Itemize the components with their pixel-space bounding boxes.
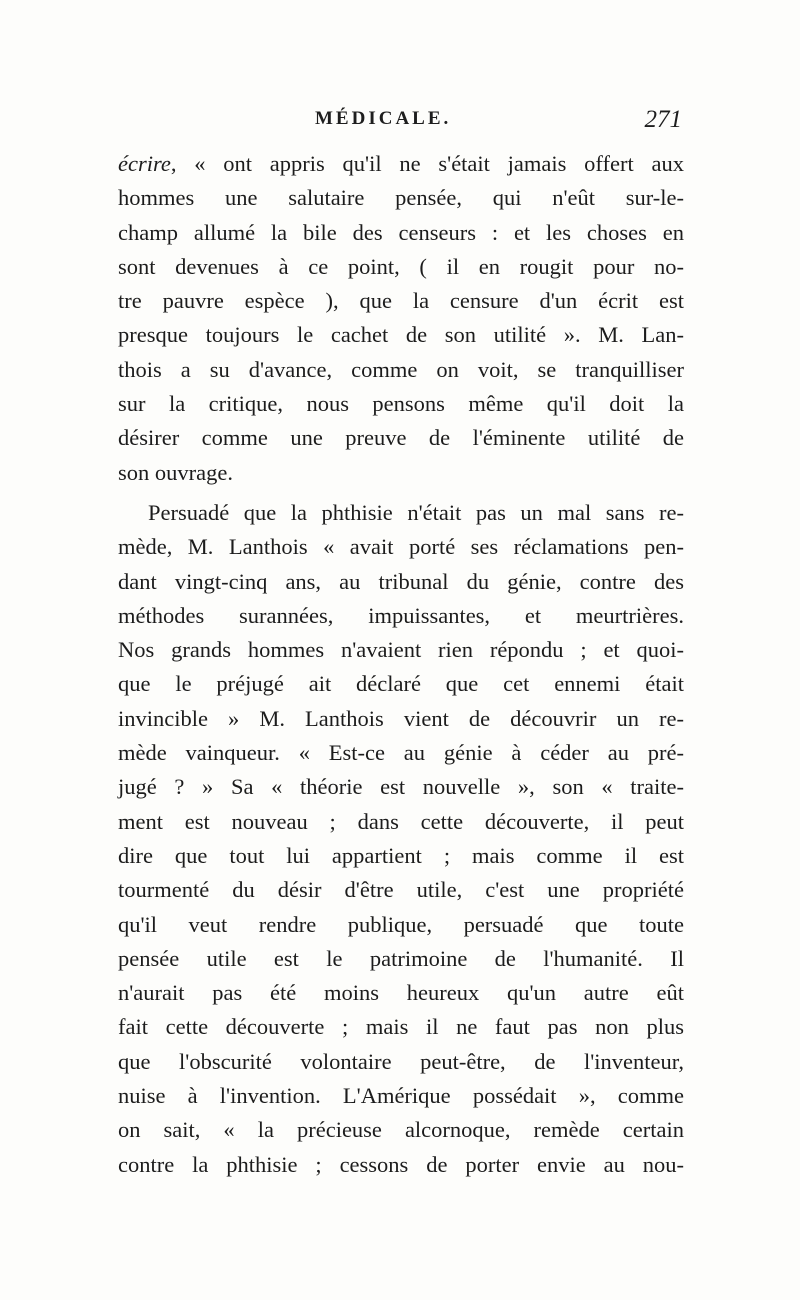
text-line: presque toujours le cachet de son utilité ». M. Lan- <box>118 322 684 348</box>
page-number: 271 <box>644 106 682 133</box>
text-line: Persuadé que la phthisie n'était pas un mal sans re- <box>148 499 684 525</box>
text-line: ment est nouveau ; dans cette découverte, il peut <box>118 808 684 834</box>
text-line: hommes une salutaire pensée, qui n'eût sur-le- <box>118 185 684 211</box>
paragraph-1 <box>118 147 684 490</box>
running-title: MÉDICALE. <box>315 108 452 129</box>
text-line: fait cette découverte ; mais il ne faut pas non plus <box>118 1014 684 1040</box>
text-line: n'aurait pas été moins heureux qu'un autre eût <box>118 980 684 1006</box>
text-line: pensée utile est le patrimoine de l'humanité. Il <box>118 945 684 971</box>
text-line: méthodes surannées, impuissantes, et meurtrières. <box>118 602 684 628</box>
text-line: nuise à l'invention. L'Amérique possédait », comme <box>118 1083 684 1109</box>
text-line: contre la phthisie ; cessons de porter envie au nou- <box>118 1151 684 1177</box>
text-line: que le préjugé ait déclaré que cet ennemi était <box>118 671 684 697</box>
text-line: dant vingt-cinq ans, au tribunal du génie, contre des <box>118 568 684 594</box>
text-line: champ allumé la bile des censeurs : et les choses en <box>118 219 684 245</box>
text-line: désirer comme une preuve de l'éminente utilité de <box>118 425 684 451</box>
paragraph-2 <box>118 496 684 1182</box>
italic-word: écrire <box>118 151 171 176</box>
text-line: jugé ? » Sa « théorie est nouvelle », son « traite- <box>118 774 684 800</box>
text-line: son ouvrage. <box>118 459 233 485</box>
text-line: sur la critique, nous pensons même qu'il doit la <box>118 391 684 417</box>
text-line: écrire, « ont appris qu'il ne s'était jamais offert aux <box>118 151 684 176</box>
text-line: mède vainqueur. « Est-ce au génie à céder au pré- <box>118 740 684 766</box>
text-line: invincible » M. Lanthois vient de découvrir un re- <box>118 705 684 731</box>
text-line: qu'il veut rendre publique, persuadé que toute <box>118 911 684 937</box>
text-line: on sait, « la précieuse alcornoque, remède certain <box>118 1117 684 1143</box>
text-line: tourmenté du désir d'être utile, c'est une propriété <box>118 877 684 903</box>
text-line: mède, M. Lanthois « avait porté ses réclamations pen- <box>118 534 684 560</box>
text-line: thois a su d'avance, comme on voit, se tranquilliser <box>118 356 684 382</box>
page-header <box>120 108 682 140</box>
text-line: sont devenues à ce point, ( il en rougit pour no- <box>118 253 684 279</box>
text-line: dire que tout lui appartient ; mais comme il est <box>118 842 684 868</box>
text-line: Nos grands hommes n'avaient rien répondu ; et quoi- <box>118 637 684 663</box>
text-line: que l'obscurité volontaire peut-être, de l'inventeur, <box>118 1048 684 1074</box>
text-line: tre pauvre espèce ), que la censure d'un écrit est <box>118 288 684 314</box>
body-text <box>118 147 684 1182</box>
